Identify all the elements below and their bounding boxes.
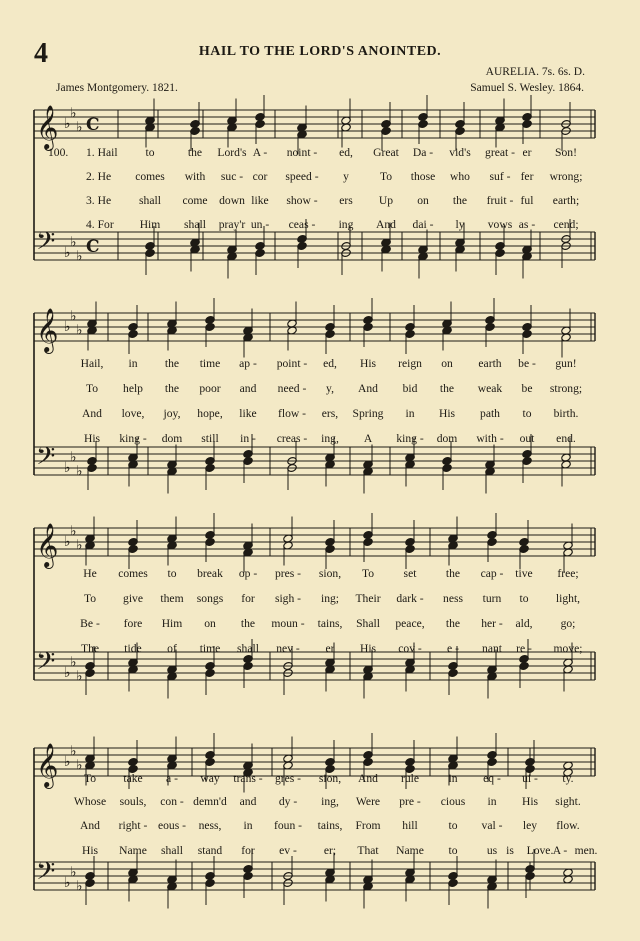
lyric-syllable: Hail,	[80, 357, 104, 370]
lyric-syllable: dy -	[278, 795, 298, 808]
lyric-syllable: And	[358, 382, 378, 395]
lyric-syllable: sion,	[318, 567, 342, 580]
lyric-syllable: hill	[402, 819, 418, 832]
lyric-syllable: come	[182, 194, 208, 207]
lyric-syllable: A -	[552, 844, 568, 857]
lyric-syllable: dom	[161, 432, 183, 445]
flat-sign-icon: ♭	[64, 319, 71, 335]
lyric-syllable: ald,	[515, 617, 533, 630]
lyric-syllable: To	[83, 772, 97, 785]
lyric-syllable: nev -	[276, 642, 300, 655]
lyric-syllable: op -	[238, 567, 258, 580]
lyric-syllable: joy,	[163, 407, 181, 420]
lyric-syllable: vid's	[449, 146, 471, 159]
lyric-syllable: shall	[184, 218, 206, 231]
lyric-syllable: To	[85, 382, 99, 395]
lyric-syllable: Shall	[356, 617, 380, 630]
lyric-syllable: Whose	[73, 795, 107, 808]
lyric-syllable: in	[128, 357, 138, 370]
lyric-syllable: A -	[252, 146, 268, 159]
lyric-syllable: His	[521, 795, 539, 808]
lyric-syllable: Be -	[80, 617, 100, 630]
lyric-syllable: vows	[487, 218, 513, 231]
lyric-syllable: earth	[478, 357, 502, 370]
bass-clef-icon: 𝄢	[36, 442, 56, 477]
flat-sign-icon: ♭	[70, 105, 77, 122]
lyric-syllable: king -	[119, 432, 147, 445]
lyric-syllable: His	[359, 357, 377, 370]
lyric-syllable: peace,	[395, 617, 425, 630]
lyric-syllable: and	[239, 382, 257, 395]
lyric-syllable: And	[80, 819, 100, 832]
lyric-syllable: Love.	[526, 844, 554, 857]
lyric-syllable: to	[448, 819, 458, 832]
lyric-syllable: the	[452, 194, 468, 207]
lyric-syllable: ers	[339, 194, 353, 207]
lyric-syllable: Name	[119, 844, 147, 857]
lyric-syllable: un -	[250, 218, 270, 231]
lyric-syllable: He	[83, 567, 97, 580]
lyric-syllable: go;	[560, 617, 576, 630]
common-time-icon: C	[86, 115, 100, 135]
lyric-syllable: val -	[481, 819, 503, 832]
lyric-syllable: on	[417, 194, 429, 207]
lyric-syllable: To	[83, 592, 97, 605]
lyric-syllable: ly	[455, 218, 465, 231]
lyric-syllable: set	[403, 567, 417, 580]
lyric-syllable: to	[448, 844, 458, 857]
lyric-syllable: break	[197, 567, 223, 580]
lyric-syllable: creas -	[276, 432, 308, 445]
lyric-syllable: And	[82, 407, 102, 420]
lyric-syllable: for	[241, 844, 255, 857]
lyric-syllable: the	[164, 357, 180, 370]
lyric-syllable: sight.	[555, 795, 581, 808]
lyric-syllable: ing	[338, 218, 354, 231]
lyric-syllable: is	[506, 844, 514, 857]
lyric-syllable: souls,	[119, 795, 147, 808]
lyric-syllable: fruit -	[486, 194, 514, 207]
lyric-syllable: ness	[443, 592, 463, 605]
flat-sign-icon: ♭	[64, 754, 71, 770]
lyric-syllable: ness,	[198, 819, 222, 832]
lyric-syllable: her -	[481, 617, 503, 630]
lyric-syllable: to	[145, 146, 155, 159]
lyric-syllable: Da -	[412, 146, 434, 159]
lyric-syllable: move;	[553, 642, 583, 655]
flat-sign-icon: ♭	[70, 234, 77, 251]
lyric-syllable: tive	[515, 567, 533, 580]
lyric-syllable: tains,	[317, 617, 343, 630]
lyric-syllable: still	[201, 432, 219, 445]
lyric-syllable: ui -	[522, 772, 538, 785]
lyric-syllable: strong;	[549, 382, 583, 395]
lyric-syllable: like	[251, 194, 269, 207]
lyric-syllable: in	[405, 407, 415, 420]
lyric-syllable: those	[410, 170, 436, 183]
lyric-syllable: in -	[240, 432, 256, 445]
lyric-syllable: To	[361, 567, 375, 580]
lyric-syllable: with -	[476, 432, 504, 445]
lyric-syllable: the	[164, 382, 180, 395]
lyric-syllable: er	[325, 642, 335, 655]
lyric-syllable: His	[81, 844, 99, 857]
lyric-syllable: From	[355, 819, 381, 832]
lyric-syllable: eous -	[157, 819, 187, 832]
lyric-syllable: free;	[557, 567, 579, 580]
lyric-syllable: His	[438, 407, 456, 420]
lyric-syllable: be	[521, 382, 533, 395]
lyric-syllable: stand	[197, 844, 223, 857]
lyric-syllable: Him	[139, 218, 161, 231]
hymn-title: HAIL TO THE LORD'S ANOINTED.	[198, 44, 442, 59]
lyric-syllable: 2. He	[86, 170, 112, 183]
treble-clef-icon: 𝄞	[36, 523, 59, 567]
lyric-syllable: pre -	[399, 795, 421, 808]
lyric-syllable: y	[343, 170, 349, 183]
flat-sign-icon: ♭	[70, 654, 77, 671]
lyric-syllable: rule	[400, 772, 420, 785]
treble-clef-icon: 𝄞	[36, 743, 59, 787]
lyric-syllable: of	[167, 642, 177, 655]
lyric-syllable: sigh -	[274, 592, 302, 605]
lyric-syllable: 4. For	[86, 218, 114, 231]
lyric-syllable: noint -	[286, 146, 318, 159]
lyric-syllable: way	[200, 772, 220, 785]
lyric-syllable: show -	[286, 194, 318, 207]
lyric-syllable: e -	[447, 642, 459, 655]
lyric-syllable: dark -	[396, 592, 424, 605]
lyric-syllable: on	[204, 617, 216, 630]
flat-sign-icon: ♭	[76, 463, 83, 480]
lyric-syllable: ceas -	[288, 218, 316, 231]
lyric-syllable: earth;	[552, 194, 580, 207]
common-time-icon: C	[86, 237, 100, 257]
lyric-syllable: the	[445, 567, 461, 580]
lyric-syllable: love,	[121, 407, 145, 420]
lyric-syllable: ap -	[239, 357, 257, 370]
lyric-syllable: as -	[518, 218, 536, 231]
lyric-syllable: wrong;	[549, 170, 583, 183]
lyric-syllable: poor	[199, 382, 221, 395]
lyric-syllable: on	[441, 357, 453, 370]
lyric-syllable: Him	[161, 617, 183, 630]
lyric-syllable: weak	[477, 382, 503, 395]
lyric-syllable: pres -	[274, 567, 302, 580]
lyric-syllable: out	[519, 432, 535, 445]
lyric-syllable: and	[239, 795, 257, 808]
treble-clef-icon: 𝄞	[36, 308, 59, 352]
lyric-syllable: To	[379, 170, 393, 183]
lyric-syllable: tains,	[317, 819, 343, 832]
lyric-syllable: ed,	[339, 146, 353, 159]
lyric-syllable: pray'r	[218, 218, 246, 231]
flat-sign-icon: ♭	[64, 460, 71, 476]
lyric-syllable: flow -	[277, 407, 307, 420]
flat-sign-icon: ♭	[64, 534, 71, 550]
lyric-syllable: shall	[139, 194, 161, 207]
lyric-syllable: the	[445, 617, 461, 630]
lyric-syllable: suf -	[489, 170, 511, 183]
flat-sign-icon: ♭	[64, 116, 71, 132]
lyric-syllable: the	[439, 382, 455, 395]
lyric-syllable: to	[167, 567, 177, 580]
lyric-syllable: Son!	[555, 146, 577, 159]
bass-clef-icon: 𝄢	[36, 857, 56, 892]
lyric-syllable: Lord's	[217, 146, 247, 159]
bass-clef-icon: 𝄢	[36, 647, 56, 682]
lyric-syllable: Up	[378, 194, 394, 207]
flat-sign-icon: ♭	[70, 864, 77, 881]
lyric-syllable: ing;	[320, 592, 340, 605]
lyric-syllable: A	[363, 432, 373, 445]
flat-sign-icon: ♭	[76, 757, 83, 774]
lyric-syllable: comes	[118, 567, 148, 580]
lyric-syllable: nant	[482, 642, 502, 655]
lyric-syllable: to	[522, 407, 532, 420]
lyric-syllable: Spring	[352, 407, 384, 420]
lyric-syllable: tide	[124, 642, 142, 655]
lyric-syllable: shall	[161, 844, 183, 857]
lyric-syllable: fore	[123, 617, 143, 630]
lyric-syllable: ty.	[562, 772, 574, 785]
lyric-syllable: birth.	[553, 407, 579, 420]
lyric-syllable: ing,	[321, 432, 339, 445]
flat-sign-icon: ♭	[76, 322, 83, 339]
lyric-syllable: y,	[326, 382, 334, 395]
lyric-syllable: time	[199, 357, 221, 370]
lyric-syllable: songs	[196, 592, 224, 605]
lyric-syllable: down	[219, 194, 245, 207]
lyric-syllable: them	[160, 592, 184, 605]
lyric-syllable: trans -	[233, 772, 263, 785]
lyric-syllable: ev -	[279, 844, 297, 857]
lyric-syllable: gres -	[274, 772, 302, 785]
lyric-syllable: in	[243, 819, 253, 832]
lyric-syllable: speed -	[285, 170, 319, 183]
lyric-syllable: His	[359, 642, 377, 655]
lyric-syllable: cend;	[553, 218, 579, 231]
lyric-syllable: moun -	[271, 617, 305, 630]
flat-sign-icon: ♭	[70, 308, 77, 325]
lyric-syllable: eq -	[483, 772, 501, 785]
flat-sign-icon: ♭	[76, 878, 83, 895]
flat-sign-icon: ♭	[70, 523, 77, 540]
lyric-syllable: foun -	[273, 819, 303, 832]
lyric-syllable: shall	[237, 642, 259, 655]
hymn-number: 100.	[48, 146, 69, 159]
lyric-syllable: in	[487, 795, 497, 808]
lyric-syllable: sion,	[318, 772, 342, 785]
lyric-syllable: suc -	[220, 170, 244, 183]
lyric-syllable: the	[187, 146, 203, 159]
lyric-syllable: to	[519, 592, 529, 605]
lyric-syllable: need -	[277, 382, 307, 395]
lyric-syllable: cap -	[480, 567, 504, 580]
lyric-syllable: us	[486, 844, 498, 857]
lyric-syllable: cor	[252, 170, 268, 183]
lyric-syllable: demn'd	[193, 795, 227, 808]
lyric-syllable: a -	[166, 772, 178, 785]
lyric-syllable: like	[239, 407, 257, 420]
flat-sign-icon: ♭	[76, 537, 83, 554]
lyric-syllable: Their	[355, 592, 381, 605]
lyric-syllable: cious	[440, 795, 466, 808]
lyric-syllable: cov -	[398, 642, 422, 655]
flat-sign-icon: ♭	[76, 668, 83, 685]
composer-credit: Samuel S. Wesley. 1864.	[470, 82, 584, 94]
lyric-syllable: ed,	[323, 357, 337, 370]
lyric-syllable: give	[123, 592, 143, 605]
lyric-syllable: 3. He	[86, 194, 112, 207]
lyric-syllable: ing,	[321, 795, 339, 808]
lyric-syllable: That	[357, 844, 379, 857]
lyric-syllable: And	[376, 218, 396, 231]
lyric-syllable: who	[450, 170, 470, 183]
treble-clef-icon: 𝄞	[36, 105, 59, 149]
lyric-syllable: king -	[396, 432, 424, 445]
flat-sign-icon: ♭	[64, 245, 71, 261]
lyric-syllable: 1. Hail	[86, 146, 118, 159]
lyric-syllable: with	[184, 170, 206, 183]
flat-sign-icon: ♭	[64, 875, 71, 891]
lyric-syllable: light,	[555, 592, 581, 605]
flat-sign-icon: ♭	[70, 743, 77, 760]
tune-name: AURELIA. 7s. 6s. D.	[485, 66, 585, 78]
lyric-syllable: time	[199, 642, 221, 655]
lyric-syllable: gun!	[555, 357, 577, 370]
lyric-syllable: flow.	[556, 819, 580, 832]
lyric-syllable: comes	[135, 170, 165, 183]
lyric-syllable: hope,	[197, 407, 223, 420]
lyric-syllable: ful	[520, 194, 534, 207]
lyric-syllable: dom	[436, 432, 458, 445]
lyric-syllable: the	[240, 617, 256, 630]
lyric-syllable: bid	[402, 382, 418, 395]
lyric-syllable: in	[448, 772, 458, 785]
lyric-syllable: er	[522, 146, 532, 159]
lyric-syllable: His	[83, 432, 101, 445]
lyric-syllable: ers,	[321, 407, 339, 420]
lyric-syllable: be -	[518, 357, 536, 370]
flat-sign-icon: ♭	[70, 449, 77, 466]
flat-sign-icon: ♭	[76, 248, 83, 265]
lyric-syllable: help	[123, 382, 143, 395]
lyric-syllable: great -	[485, 146, 515, 159]
lyric-syllable: The	[80, 642, 100, 655]
lyric-syllable: er;	[323, 844, 337, 857]
lyric-syllable: Name	[396, 844, 424, 857]
lyric-syllable: right -	[118, 819, 148, 832]
flat-sign-icon: ♭	[76, 119, 83, 136]
lyric-syllable: for	[241, 592, 255, 605]
lyric-syllable: fer	[520, 170, 534, 183]
lyric-syllable: And	[358, 772, 378, 785]
lyric-syllable: Were	[355, 795, 381, 808]
lyric-syllable: men.	[574, 844, 598, 857]
lyric-syllable: point -	[276, 357, 308, 370]
lyric-syllable: ley	[522, 819, 538, 832]
page-number: 4	[34, 38, 48, 69]
lyric-syllable: end.	[556, 432, 576, 445]
lyric-syllable: take	[123, 772, 143, 785]
bass-clef-icon: 𝄢	[36, 227, 56, 262]
lyric-syllable: path	[480, 407, 500, 420]
author-credit: James Montgomery. 1821.	[56, 82, 178, 94]
lyric-syllable: Great	[373, 146, 399, 159]
lyric-syllable: dai -	[412, 218, 434, 231]
lyric-syllable: re -	[516, 642, 532, 655]
lyric-syllable: con -	[160, 795, 184, 808]
lyric-syllable: turn	[482, 592, 502, 605]
flat-sign-icon: ♭	[64, 665, 71, 681]
lyric-syllable: reign	[398, 357, 422, 370]
